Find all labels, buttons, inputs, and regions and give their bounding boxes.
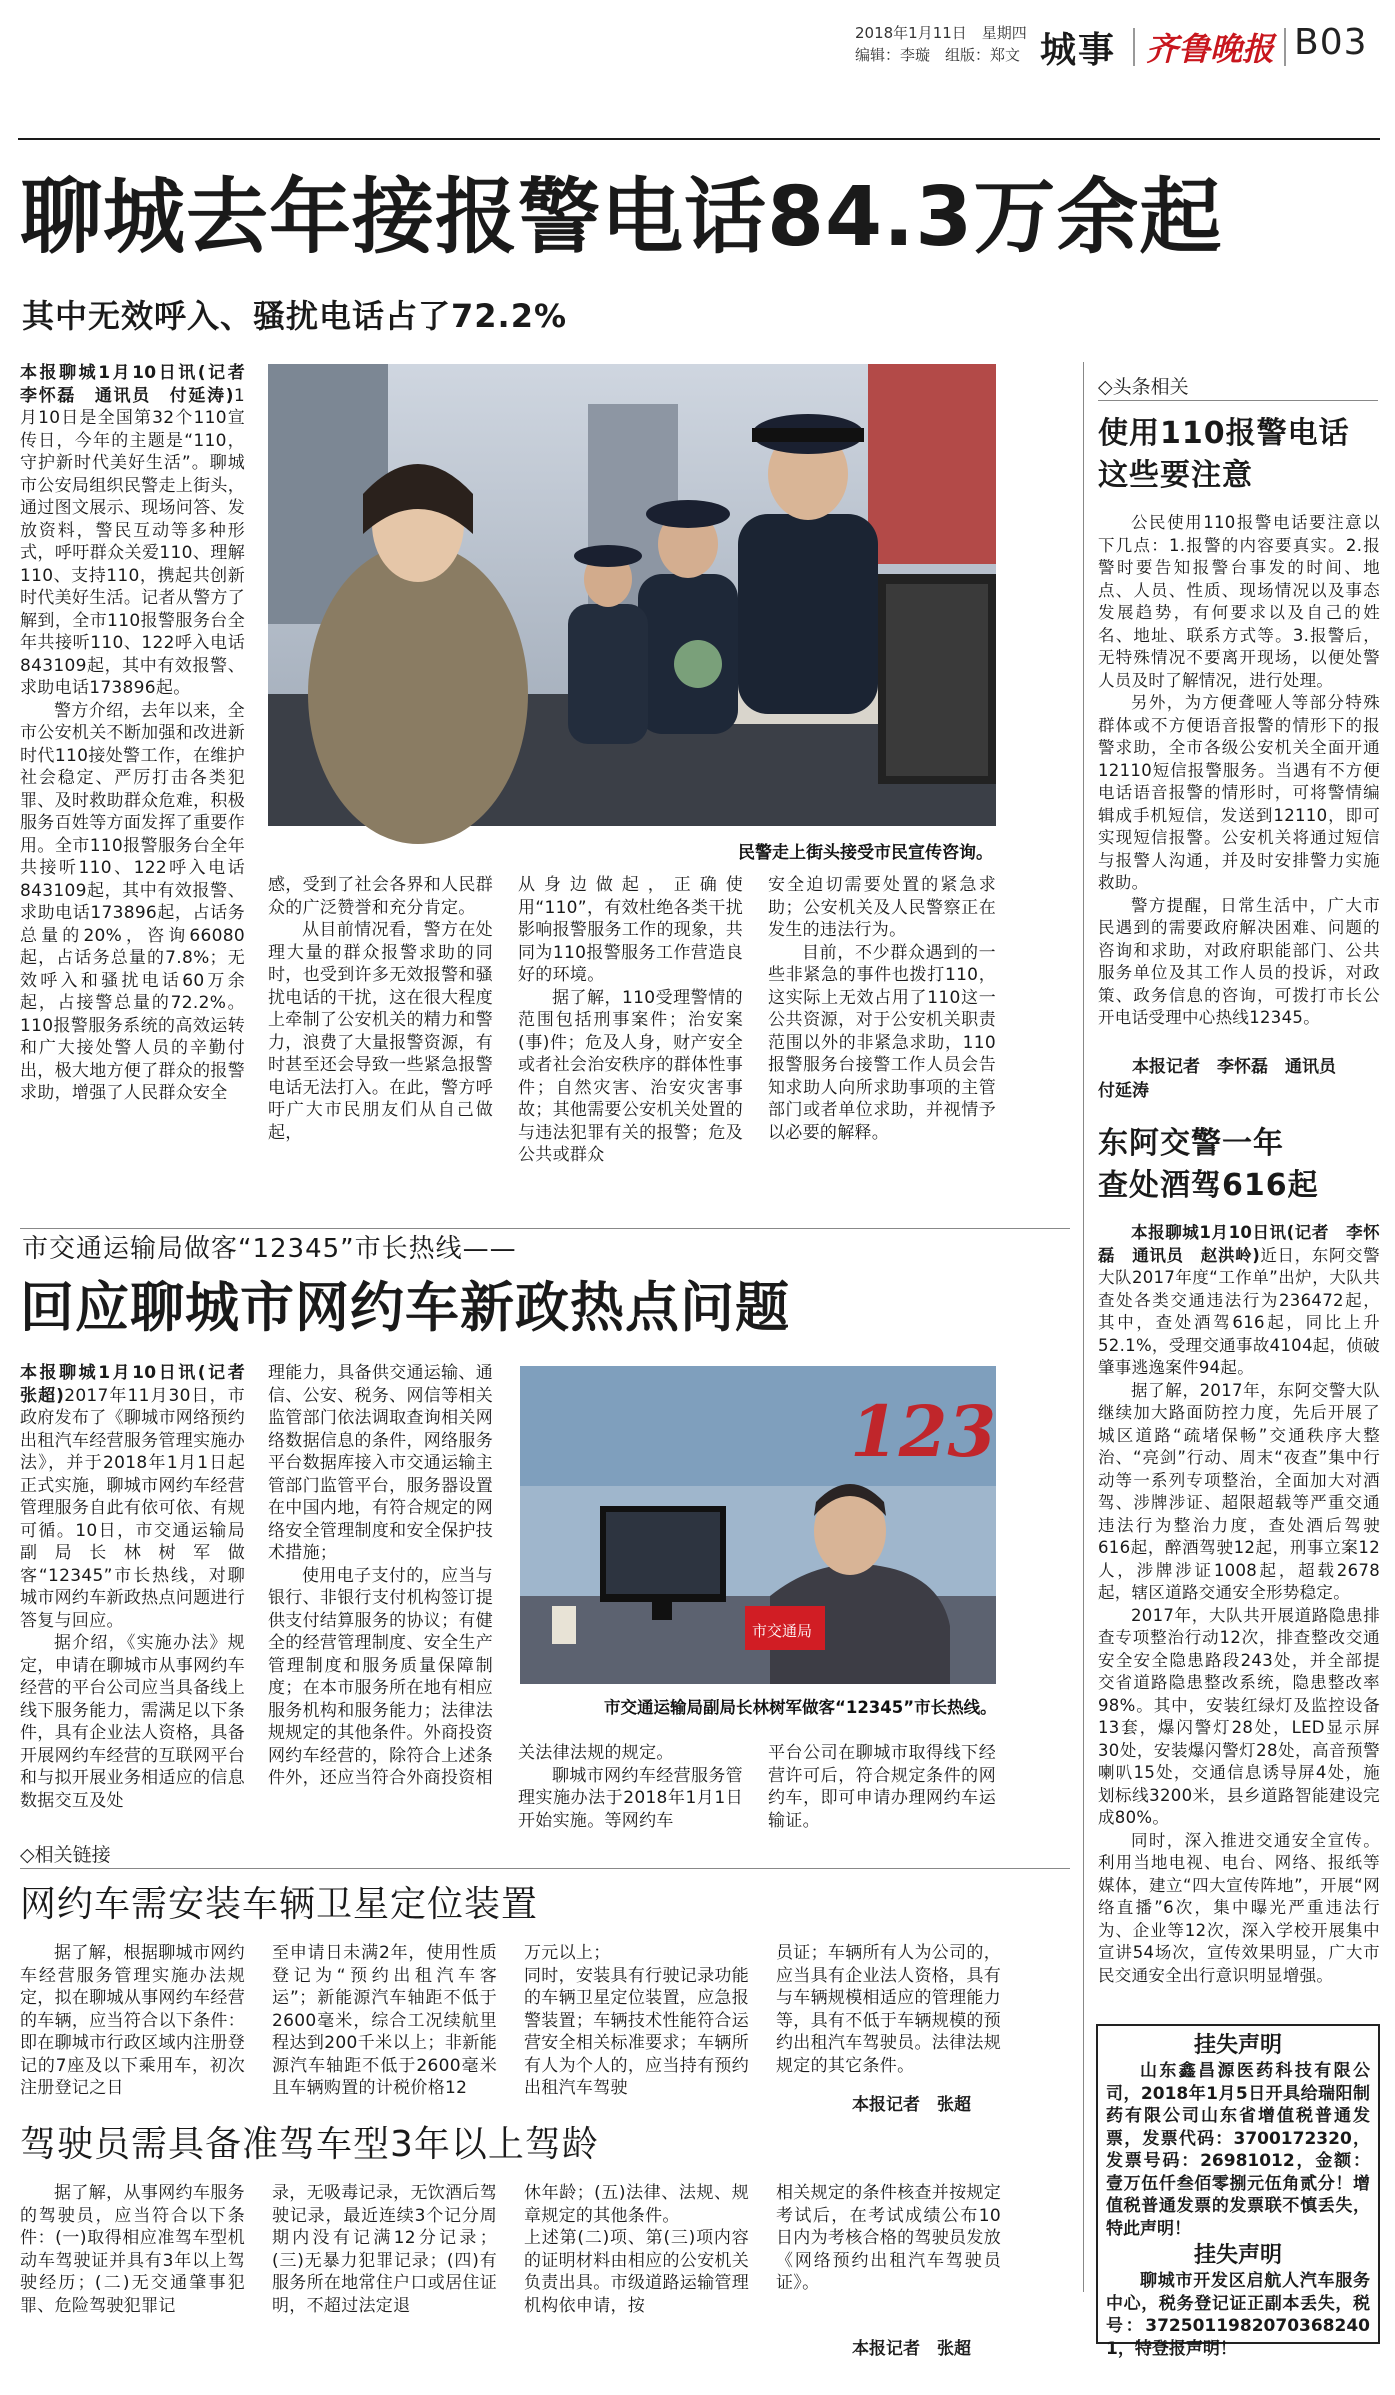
photo-hotline-sign: 123 — [850, 1390, 997, 1473]
sidebar2-headline-1: 东阿交警一年 — [1098, 1126, 1284, 1161]
story2-p1: 2017年11月30日，市政府发布了《聊城市网络预约出租汽车经营服务管理实施办法》，并于2018年1月1日起正式实施，聊城市网约车经营管理服务自此有依可依、有规可循。10日，市交通运输局副局长林树军做客“12345”市长热线，对聊城市网约车新政热点问题进行答复与回应。 — [20, 1385, 245, 1631]
sidebar2-p4: 同时，深入推进交通安全宣传。利用当地电视、电台、网络、报纸等媒体，建立“四大宣传阵地”，开展“网络直播”6次，集中曝光严重违法行为、企业等12次，深入学校开展集中宣讲54场次，宣传效果明显，广大市民交通安全出行意识明显增强。 — [1098, 1830, 1380, 1985]
links-b-column-2 — [272, 2182, 497, 2352]
lead-column-1 — [20, 362, 263, 1212]
notice-1-title: 挂失声明 — [1193, 2033, 1282, 2058]
links-tag: ◇相关链接 — [20, 1844, 111, 1866]
story2-column-3 — [518, 1742, 743, 1832]
story2-p7: 平台公司在聊城市取得线下经营许可后，符合规定条件的网约车，即可申请办理网约车运输证。 — [768, 1743, 996, 1831]
links-a-signature: 本报记者 张超 — [852, 2095, 971, 2115]
story2-p2: 据介绍，《实施办法》规定，申请在聊城市从事网约车经营的平台公司应当具备线上线下服务能力，需满足以下条件，具有企业法人资格，具备开展网约车经营的互联网平台和与拟开展业务相适应的信息数据交互及处 — [20, 1633, 245, 1811]
sidebar1-byline-2: 付延涛 — [1098, 1081, 1149, 1101]
sidebar1-headline-1: 使用110报警电话 — [1098, 416, 1350, 451]
lost-notice-box — [1096, 2024, 1380, 2359]
lead-p8: 目前，不少群众遇到的一些非紧急的事件也拨打110，这实际上无效占用了110这一公共资源，对于公安机关职责范围以外的非紧急求助，110报警服务台接警工作人员会告知求助人向所求助事项的主管部门或者单位求助，并视情予以必要的解释。 — [768, 942, 996, 1143]
sidebar1-tag: ◇头条相关 — [1098, 376, 1189, 398]
story2-p5: 关法律法规的规定。 — [518, 1743, 674, 1763]
sidebar1-p2: 另外，为方便聋哑人等部分特殊群体或不方便语音报警的情形下的报警求助，全市各级公安机关全面开通12110短信报警服务。当遇有不方便电话语音报警的情形时，可将警情编辑成手机短信，发送到12110，即可实现短信报警。公安机关将通过短信与报警人沟通，并及时安排警力实施救助。 — [1098, 693, 1380, 892]
story2-photo — [520, 1366, 996, 1684]
sidebar2-p2: 据了解，2017年，东阿交警大队继续加大路面防控力度，先后开展了城区道路“疏堵保畅”交通秩序大整治、“亮剑”行动、周末“夜查”集中行动等一系列专项整治，全面加大对酒驾、涉牌涉证、超限超载等严重交通违法行为整治力度，查处酒后驾驶616起，醉酒驾驶12起，刑事立案12人，涉牌涉证1008起，超载2678起，辖区道路交通安全形势稳定。 — [1098, 1380, 1380, 1602]
story2-p3: 理能力，具备供交通运输、通信、公安、税务、网信等相关监管部门依法调取查询相关网络数据信息的条件，网络服务平台数据库接入市交通运输主管部门监管平台，服务器设置在中国内地，有符合规定的网络安全管理制度和安全保护技术措施； — [268, 1363, 493, 1563]
story2-p6: 聊城市网约车经营服务管理实施办法于2018年1月1日开始实施。等网约车 — [518, 1765, 743, 1831]
lead-p7: 安全迫切需要处置的紧急求助；公安机关及人民警察正在发生的违法行为。 — [768, 875, 996, 940]
lead-photo-caption: 民警走上街头接受市民宣传咨询。 — [738, 843, 993, 863]
story2-kicker: 市交通运输局做客“12345”市长热线—— — [22, 1234, 517, 1264]
sidebar2-p3: 2017年，大队共开展道路隐患排查专项整治行动12次，排查整改交通安全安全隐患路段243处，并全部提交省道路隐患整改系统，隐患整改率98%。其中，安装红绿灯及监控设备13套，爆闪警灯28处，LED显示屏30处，安装爆闪警灯28处，高音预警喇叭15处，交通信息诱导屏4处，施划标线3200米，县乡道路智能建设完成80%。 — [1098, 1605, 1380, 1827]
masthead-divider-2 — [1284, 28, 1286, 66]
notice-2-title: 挂失声明 — [1193, 2243, 1282, 2268]
links-a-column-3 — [524, 1942, 749, 2112]
links-b-headline: 驾驶员需具备准驾车型3年以上驾龄 — [20, 2124, 599, 2165]
story2-top-rule — [20, 1228, 1070, 1229]
lead-subhead: 其中无效呼入、骚扰电话占了72.2% — [22, 297, 568, 335]
story2-byline: 本报聊城1月10日讯(记者 张超) — [20, 1363, 263, 1406]
links-b-column-1 — [20, 2182, 245, 2352]
links-b-p3: 休年龄；(五)法律、法规、规章规定的其他条件。 上述第(二)项、第(三)项内容的证明材料由相应的公安机关负责出具。市级道路运输管理机构依申请，按 — [524, 2183, 749, 2316]
lead-column-3 — [518, 874, 743, 1214]
links-b-p2: 录，无吸毒记录，无饮酒后驾驶记录，最近连续3个记分周期内没有记满12分记录；(三)无暴力犯罪记录；(四)有服务所在地常住户口或居住证明，不超过法定退 — [272, 2183, 497, 2316]
notice-1-text: 山东鑫昌源医药科技有限公司，2018年1月5日开具给瑞阳制药有限公司山东省增值税普通发票，发票代码：3700172320，发票号码：26981012，金额：壹万伍仟叁佰零捌元伍角贰分！增值税普通发票的发票联不慎丢失，特此声明！ — [1106, 2061, 1370, 2239]
story2-p4: 使用电子支付的，应当与银行、非银行支付机构签订提供支付结算服务的协议；有健全的经营管理制度、安全生产管理制度和服务质量保障制度；在本市服务所在地有相应服务机构和服务能力；法律法规规定的其他条件。外商投资网约车经营的，除符合上述条件外，还应当符合外商投资相 — [268, 1565, 493, 1788]
story2-column-4 — [768, 1742, 996, 1832]
masthead-rule — [18, 138, 1380, 140]
sidebar2-body — [1098, 1222, 1380, 2012]
lead-column-2 — [268, 874, 493, 1214]
sidebar1-p3: 警方提醒，日常生活中，广大市民遇到的需要政府解决困难、问题的咨询和求助，对政府职能部门、公共服务单位及其工作人员的投诉，对政策、政务信息的咨询，可拨打市长公开电话受理中心热线12345。 — [1098, 895, 1380, 1027]
masthead — [0, 0, 1395, 140]
sidebar1-byline-1: 本报记者 李怀磊 通讯员 — [1132, 1057, 1336, 1077]
sidebar1-body — [1098, 512, 1380, 1032]
editor-line: 编辑：李璇 组版：郑文 — [855, 46, 1021, 64]
section-name: 城事 — [1040, 30, 1117, 71]
lead-headline: 聊城去年接报警电话84.3万余起 — [20, 170, 1223, 265]
notice-2-text: 聊城市开发区启航人汽车服务中心，税务登记证正副本丢失，税号：372501198207036824​01，特登报声明！ — [1106, 2271, 1370, 2359]
links-a-p3: 万元以上； 同时，安装具有行驶记录功能的车辆卫星定位装置，应急报警装置；车辆技术性能符合运营安全相关标准要求；车辆所有人为个人的，应当持有预约出租汽车驾驶 — [524, 1943, 749, 2098]
links-a-p2: 至申请日未满2年，使用性质登记为“预约出租汽车客运”；新能源汽车轴距不低于2600毫米，综合工况续航里程达到200千米以上；非新能源汽车轴距不低于2600毫米且车辆购置的计税价格12 — [272, 1943, 497, 2098]
masthead-divider — [1133, 28, 1135, 66]
sidebar2-byline: 本报聊城1月10日讯(记者 李怀磊 通讯员 赵洪岭) — [1098, 1223, 1380, 1265]
lead-p3: 感，受到了社会各界和人民群众的广泛赞誉和充分肯定。 — [268, 875, 493, 918]
lead-p1: 1月10日是全国第32个110宣传日，今年的主题是“110，守护新时代美好生活”。聊城市公安局组织民警走上街头，通过图文展示、现场问答、发放资料，警民互动等多种形式，呼吁群众关爱110、理解110、支持110，携起共创新时代美好生活。记者从警方了解到，全市110报警服务台全年共接听110、122呼入电话843109起，其中有效报警、求助电话173896起。 — [20, 385, 245, 698]
lead-column-4 — [768, 874, 996, 1214]
sidebar1-headline-2: 这些要注意 — [1098, 458, 1253, 493]
lead-photo-illustration — [268, 364, 996, 826]
sidebar2-p1: 近日，东阿交警大队2017年度“工作单”出炉，大队共查处各类交通违法行为236472起，其中，查处酒驾616起，同比上升52.1%，受理交通事故4104起，侦破肇事逃逸案件94起。 — [1098, 1245, 1380, 1377]
sidebar1-tag-rule — [1098, 400, 1378, 401]
links-a-headline: 网约车需安装车辆卫星定位装置 — [20, 1884, 539, 1925]
lead-p6: 据了解，110受理警情的范围包括刑事案件；治安案(事)件；危及人身，财产安全或者社会治安秩序的群体性事件；自然灾害、治安灾害事故；其他需要公安机关处置的与违法犯罪有关的报警；危及公共或群众 — [518, 987, 743, 1165]
links-a-p1: 据了解，根据聊城市网约车经营服务管理实施办法规定，拟在聊城从事网约车经营的车辆，应当符合以下条件：即在聊城市行政区域内注册登记的7座及以下乘用车，初次注册登记之日 — [20, 1943, 245, 2098]
date-line: 2018年1月11日 星期四 — [855, 24, 1027, 42]
story2-photo-illustration — [520, 1366, 996, 1684]
links-a-column-2 — [272, 1942, 497, 2112]
links-b-p4: 相关规定的条件核查并按规定考试后，在考试成绩公布10日内为考核合格的驾驶员发放《网络预约出租汽车驾驶员证》。 — [776, 2183, 1001, 2293]
links-b-p1: 据了解，从事网约车服务的驾驶员，应当符合以下条件：(一)取得相应准驾车型机动车驾驶证并具有3年以上驾驶经历；(二)无交通肇事犯罪、危险驾驶犯罪记 — [20, 2183, 245, 2316]
lead-p5: 从身边做起，正确使用“110”，有效杜绝各类干扰影响报警服务工作的现象，共同为110报警服务工作营造良好的环境。 — [518, 875, 743, 985]
links-a-p4: 员证；车辆所有人为公司的，应当具有企业法人资格，具有与车辆规模相适应的管理能力等，具有不低于车辆规模的预约出租汽车驾驶员。法律法规规定的其它条件。 — [776, 1943, 1001, 2076]
lead-p4: 从目前情况看，警方在处理大量的群众报警求助的同时，也受到许多无效报警和骚扰电话的干扰，这在很大程度上牵制了公安机关的精力和警力，浪费了大量报警资源，有时甚至还会导致一些紧急报警电话无法打入。在此，警方呼吁广大市民朋友们从自己做起， — [268, 920, 493, 1143]
sidebar1-p1: 公民使用110报警电话要注意以下几点：1.报警的内容要真实。2.报警时要告知报警台事发的时间、地点、人员、性质、现场情况以及事态发展趋势，有何要求以及自己的姓名、地址、联系方式等。3.报警后，无特殊情况不要离开现场，以便处警人员及时了解情况，进行处理。 — [1098, 513, 1380, 690]
photo-name-card: 市交通局 — [752, 1622, 813, 1640]
story2-column-2 — [268, 1362, 493, 1832]
story2-photo-caption: 市交通运输局副局长林树军做客“12345”市长热线。 — [604, 1698, 997, 1717]
links-b-signature: 本报记者 张超 — [852, 2339, 971, 2359]
story2-column-1 — [20, 1362, 263, 1832]
lead-photo — [268, 364, 996, 826]
column-divider — [1083, 362, 1084, 2292]
lead-byline: 本报聊城1月10日讯(记者 李怀磊 通讯员 付延涛) — [20, 363, 263, 406]
links-a-column-4 — [776, 1942, 1001, 2112]
page-number: B03 — [1294, 22, 1368, 63]
paper-logo: 齐鲁晚报 — [1146, 30, 1275, 68]
links-b-column-4 — [776, 2182, 1001, 2352]
sidebar2-headline-2: 查处酒驾616起 — [1098, 1168, 1319, 1203]
links-a-column-1 — [20, 1942, 245, 2112]
links-b-column-3 — [524, 2182, 749, 2352]
lead-p2: 警方介绍，去年以来，全市公安机关不断加强和改进新时代110接处警工作，在维护社会稳定、严厉打击各类犯罪、及时救助群众危难，积极服务百姓等方面发挥了重要作用。全市110报警服务台全年共接听110、122呼入电话843109起，其中有效报警、求助电话173896起，占话务总量的20%，咨询66080起，占话务总量的7.8%；无效呼入和骚扰电话60万余起，占接警总量的72.2%。110报警服务系统的高效运转和广大接处警人员的辛勤付出，极大地方便了群众的报警求助，增强了人民群众安全 — [20, 700, 245, 1103]
links-tag-rule — [20, 1868, 1070, 1869]
story2-headline: 回应聊城市网约车新政热点问题 — [20, 1276, 790, 1339]
